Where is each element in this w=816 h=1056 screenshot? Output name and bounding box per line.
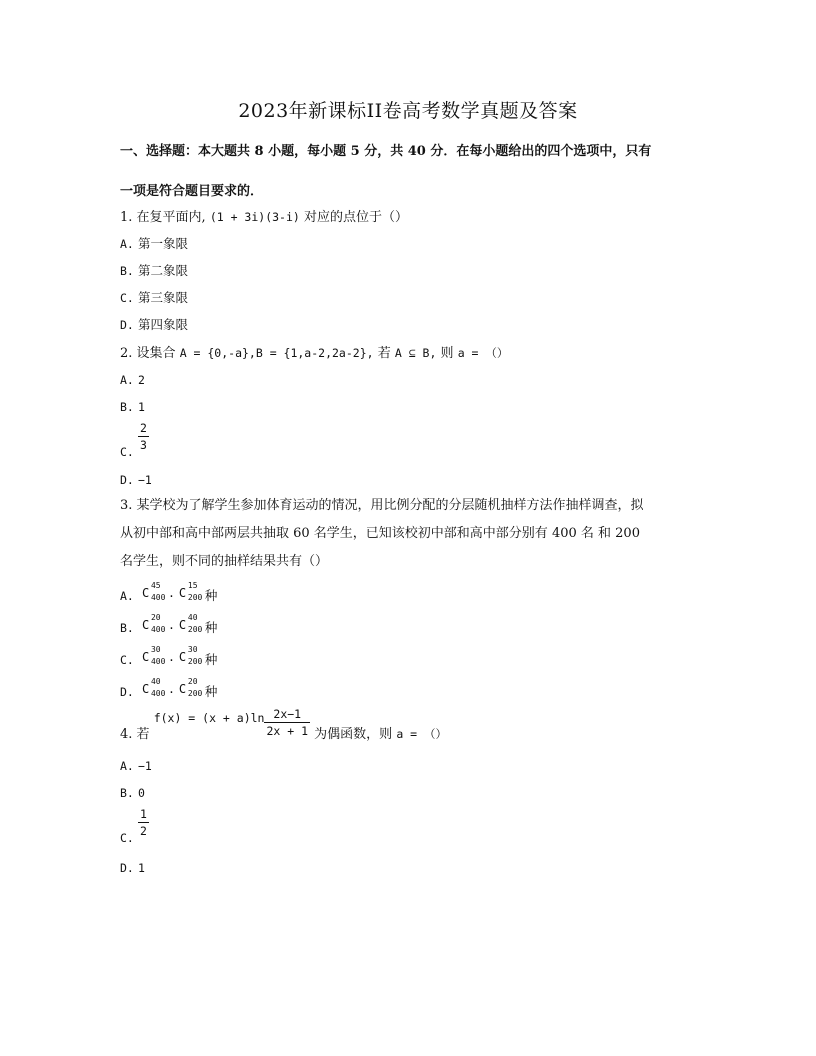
question-2 bbox=[120, 342, 508, 361]
combination-symbol: C bbox=[178, 650, 187, 664]
unit: 种 bbox=[204, 684, 218, 699]
q4-option-c bbox=[120, 806, 149, 845]
q4-suffix: 为偶函数，则 bbox=[314, 727, 393, 742]
q4-prefix: 4. 若 bbox=[120, 727, 150, 742]
combination-sup: 20 bbox=[187, 677, 198, 686]
q4-option-d bbox=[120, 860, 145, 875]
section-heading-line1: 一、选择题：本大题共 8 小题，每小题 5 分，共 40 分．在每小题给出的四个选项中，只有 bbox=[120, 144, 652, 159]
option-text: 第三象限 bbox=[138, 290, 189, 305]
option-label: B. bbox=[120, 786, 134, 800]
q3-option-c bbox=[120, 645, 218, 668]
combination-symbol: C bbox=[141, 618, 150, 632]
option-text: −1 bbox=[138, 759, 152, 773]
q2-expression-2: A ⊆ B, bbox=[394, 346, 437, 360]
combination-sub: 200 bbox=[187, 657, 203, 666]
q2-option-b bbox=[120, 399, 145, 414]
combination-sub: 200 bbox=[187, 593, 203, 602]
option-text: 第一象限 bbox=[138, 236, 189, 251]
q3-line-2: 从初中部和高中部两层共抽取 60 名学生，已知该校初中部和高中部分别有 400 名 和 200 bbox=[120, 526, 640, 541]
option-text: −1 bbox=[138, 473, 152, 487]
combination-symbol: C bbox=[141, 586, 150, 600]
q3-line-1: 3. 某学校为了解学生参加体育运动的情况，用比例分配的分层随机抽样方法作抽样调查，拟 bbox=[120, 498, 644, 513]
fraction-numerator: 1 bbox=[140, 807, 147, 821]
multiply-dot: · bbox=[167, 653, 175, 667]
q4-expression-2: a = （） bbox=[396, 727, 448, 741]
q3-option-a bbox=[120, 581, 218, 604]
multiply-dot: · bbox=[167, 685, 175, 699]
combination-sup: 20 bbox=[150, 613, 161, 622]
q1-prefix: 1. 在复平面内, bbox=[120, 210, 206, 225]
fraction bbox=[138, 420, 149, 453]
combination-sub: 400 bbox=[150, 657, 166, 666]
fraction-denominator: 2 bbox=[140, 824, 147, 838]
option-label: B. bbox=[120, 264, 134, 278]
combination-symbol: C bbox=[178, 618, 187, 632]
option-text: 第四象限 bbox=[138, 317, 189, 332]
option-label: A. bbox=[120, 759, 134, 773]
combination bbox=[178, 677, 203, 700]
option-label: A. bbox=[120, 373, 134, 387]
q3-option-b bbox=[120, 613, 218, 636]
section-heading-line2: 一项是符合题目要求的． bbox=[120, 184, 264, 199]
q2-option-c bbox=[120, 420, 149, 459]
option-label: C. bbox=[120, 291, 134, 305]
combination-symbol: C bbox=[141, 650, 150, 664]
combination-sub: 200 bbox=[187, 625, 203, 634]
q4-option-a bbox=[120, 758, 152, 773]
combination bbox=[141, 645, 166, 668]
unit: 种 bbox=[204, 652, 218, 667]
combination-sub: 400 bbox=[150, 689, 166, 698]
q2-mid-2: 则 bbox=[440, 346, 454, 361]
option-label: B. bbox=[120, 400, 134, 414]
combination bbox=[178, 645, 203, 668]
option-label: D. bbox=[120, 473, 134, 487]
combination bbox=[178, 581, 203, 604]
option-text: 1 bbox=[138, 861, 145, 875]
q1-option-d bbox=[120, 315, 188, 333]
page-title: 2023年新课标II卷高考数学真题及答案 bbox=[238, 100, 578, 122]
fraction bbox=[138, 806, 149, 839]
q1-option-b bbox=[120, 261, 188, 279]
option-label: A. bbox=[120, 589, 134, 603]
q1-option-a bbox=[120, 234, 188, 252]
fraction bbox=[264, 706, 310, 739]
option-text: 第二象限 bbox=[138, 263, 189, 278]
fraction-denominator: 2x + 1 bbox=[266, 724, 309, 738]
question-1 bbox=[120, 206, 408, 225]
combination-symbol: C bbox=[178, 682, 187, 696]
combination-sup: 30 bbox=[150, 645, 161, 654]
combination bbox=[178, 613, 203, 636]
combination bbox=[141, 581, 166, 604]
option-label: B. bbox=[120, 621, 134, 635]
option-label: C. bbox=[120, 445, 134, 459]
option-label: D. bbox=[120, 861, 134, 875]
option-label: D. bbox=[120, 685, 134, 699]
q2-expression: A = {0,-a},B = {1,a-2,2a-2}, bbox=[179, 346, 374, 360]
option-text: 1 bbox=[138, 400, 145, 414]
q2-mid: 若 bbox=[377, 346, 391, 361]
fraction-denominator: 3 bbox=[140, 438, 147, 452]
option-text: 0 bbox=[138, 786, 145, 800]
combination-sup: 30 bbox=[187, 645, 198, 654]
option-label: C. bbox=[120, 653, 134, 667]
combination-sup: 45 bbox=[150, 581, 161, 590]
question-3 bbox=[120, 492, 696, 576]
q1-expression: (1 + 3i)(3-i) bbox=[209, 210, 300, 224]
multiply-dot: · bbox=[167, 589, 175, 603]
combination-sub: 400 bbox=[150, 625, 166, 634]
q1-option-c bbox=[120, 288, 188, 306]
combination-symbol: C bbox=[141, 682, 150, 696]
combination bbox=[141, 677, 166, 700]
q3-option-d bbox=[120, 677, 218, 700]
option-label: D. bbox=[120, 318, 134, 332]
option-label: C. bbox=[120, 831, 134, 845]
combination-symbol: C bbox=[178, 586, 187, 600]
q4-option-b bbox=[120, 785, 145, 800]
q2-option-a bbox=[120, 372, 145, 387]
combination-sup: 40 bbox=[187, 613, 198, 622]
q1-suffix: 对应的点位于（） bbox=[303, 210, 408, 225]
combination-sub: 200 bbox=[187, 689, 203, 698]
combination bbox=[141, 613, 166, 636]
fraction-numerator: 2x−1 bbox=[264, 706, 310, 723]
combination-sup: 40 bbox=[150, 677, 161, 686]
fraction-numerator: 2 bbox=[140, 421, 147, 435]
q2-expression-3: a = （） bbox=[457, 346, 509, 360]
option-text: 2 bbox=[138, 373, 145, 387]
q4-expression: f(x) = (x + a)ln bbox=[153, 711, 265, 725]
question-4 bbox=[120, 706, 447, 742]
q3-line-3: 名学生，则不同的抽样结果共有（） bbox=[120, 554, 329, 569]
unit: 种 bbox=[204, 620, 218, 635]
combination-sub: 400 bbox=[150, 593, 166, 602]
q2-prefix: 2. 设集合 bbox=[120, 346, 176, 361]
unit: 种 bbox=[204, 588, 218, 603]
q2-option-d bbox=[120, 472, 152, 487]
multiply-dot: · bbox=[167, 621, 175, 635]
option-label: A. bbox=[120, 237, 134, 251]
combination-sup: 15 bbox=[187, 581, 198, 590]
